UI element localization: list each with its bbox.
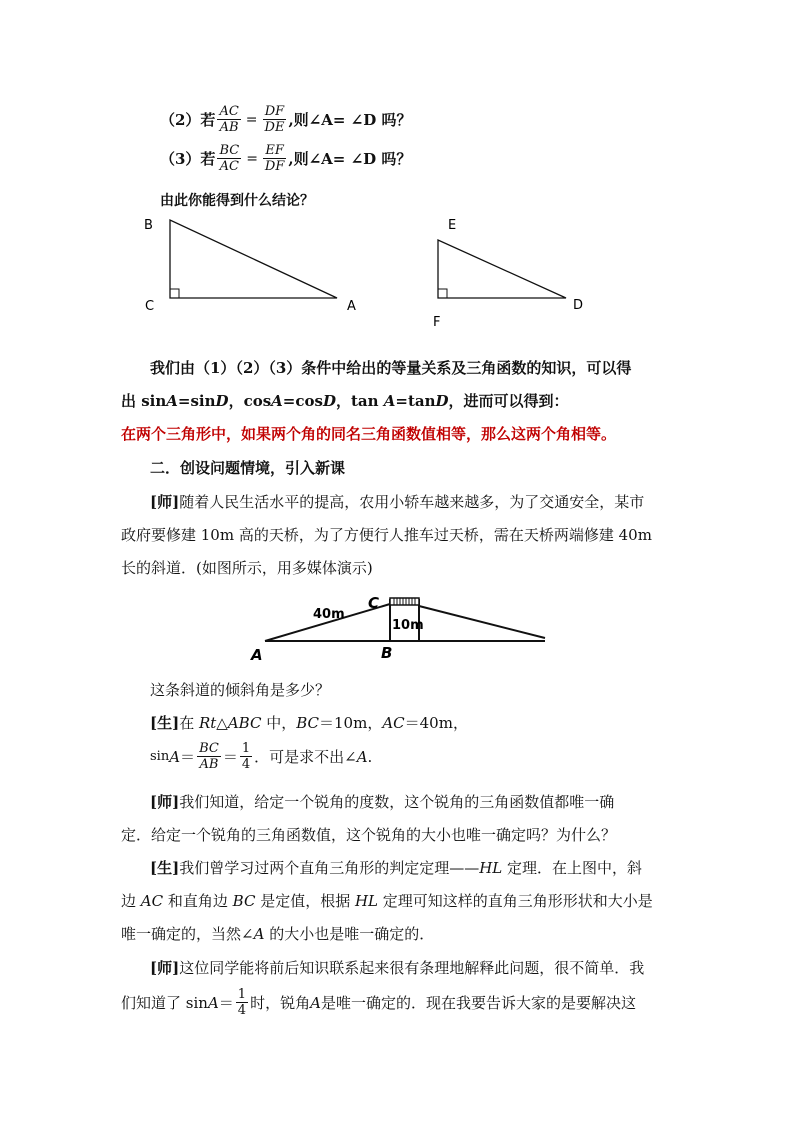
text: 定理可知这样的直角三角形形状和大小是 [378, 892, 653, 910]
speaker-tag: [师] [150, 959, 180, 977]
numerator: BC [219, 143, 240, 158]
ramp-right [419, 606, 545, 638]
var-d: D [322, 392, 336, 410]
denominator: 4 [237, 1003, 247, 1018]
equals-sign: = [245, 111, 258, 128]
text: 和直角边 [163, 892, 233, 910]
text: 是唯一确定的．现在我要告诉大家的是要解决这 [320, 994, 636, 1012]
fraction-bc-ac [217, 143, 241, 174]
question-3-suffix: ,则∠A= ∠D 吗？ [288, 150, 412, 168]
sin-text: sin [150, 749, 170, 764]
student-1-line [150, 712, 468, 733]
equals-sign: = [246, 150, 258, 167]
var-a: A [169, 747, 181, 766]
speaker-tag: [生] [150, 714, 180, 732]
fraction-ef-df [263, 143, 286, 174]
text: 唯一确定的，当然∠ [121, 925, 254, 943]
denominator: DF [264, 159, 285, 174]
var-bc: BC [296, 714, 320, 732]
student-2-line-3 [121, 923, 434, 944]
var-hl: HL [354, 892, 379, 910]
text: 随着人民生活水平的提高，农用小轿车越来越多，为了交通安全，某市 [179, 493, 645, 511]
var-ac: AC [140, 892, 164, 910]
equals-sign: ＝ [222, 748, 238, 766]
text: ＝40m， [404, 714, 468, 732]
text: 在 [179, 714, 199, 732]
denominator: AC [219, 159, 239, 174]
label-40m: 40m [313, 607, 345, 622]
fraction-one-quarter [236, 987, 248, 1018]
numerator: AC [219, 104, 239, 119]
paragraph-1-line-1: 我们由（1）（2）（3）条件中给出的等量关系及三角函数的知识，可以得 [150, 359, 632, 377]
point-b: B [381, 644, 393, 662]
student-2-line-2 [121, 890, 653, 911]
denominator: DE [264, 120, 285, 135]
var-ac: AC [382, 714, 405, 732]
text: =tan [395, 392, 436, 410]
teacher-2-line-1 [150, 791, 614, 812]
question-2-prefix: （2）若 [160, 111, 216, 129]
teacher-2-line-2: 定．给定一个锐角的三角函数值，这个锐角的大小也唯一确定吗？为什么？ [121, 826, 617, 844]
right-angle-mark-c [170, 289, 179, 298]
var-d: D [215, 392, 229, 410]
text: 时，锐角 [250, 994, 311, 1012]
section-heading: 二．创设问题情境，引入新课 [150, 459, 346, 477]
text: =sin [177, 392, 216, 410]
numerator: DF [264, 104, 285, 119]
var-hl: HL [479, 859, 503, 877]
text: 我们知道，给定一个锐角的度数，这个锐角的三角函数值都唯一确 [179, 793, 615, 811]
sin-equation-line [150, 741, 372, 772]
var-a: A [271, 392, 283, 410]
denominator: AB [199, 757, 219, 772]
text: 这位同学能将前后知识联系起来很有条理地解释此问题，很不简单．我 [179, 959, 645, 977]
fraction-ac-ab [217, 104, 240, 135]
var-a: A [310, 993, 321, 1012]
text: 边 [121, 892, 141, 910]
vertex-label-f: F [433, 315, 441, 330]
var-a: A [383, 392, 396, 410]
text: 定理．在上图中，斜 [502, 859, 643, 877]
question-2-suffix: ,则∠A= ∠D 吗？ [288, 111, 412, 129]
equals-sign: ＝ [180, 748, 196, 766]
numerator: BC [199, 741, 219, 756]
angle-question: 这条斜道的倾斜角是多少？ [150, 681, 331, 699]
text: ，cos [228, 392, 272, 410]
var-a: A [207, 993, 219, 1012]
fraction-bc-ab [197, 741, 221, 772]
speaker-tag: [师] [150, 793, 180, 811]
speaker-tag: [生] [150, 859, 180, 877]
point-c: C [368, 594, 380, 612]
text: ＝10m， [319, 714, 383, 732]
conclusion-statement: 在两个三角形中，如果两个角的同名三角函数值相等，那么这两个角相等。 [121, 425, 617, 443]
denominator: AB [219, 120, 239, 135]
var-d: D [435, 392, 449, 410]
numerator: 1 [241, 741, 251, 756]
teacher-3-line-1 [150, 957, 644, 978]
numerator: 1 [237, 987, 247, 1002]
text: ，进而可以得到： [448, 392, 569, 410]
denominator: 4 [241, 757, 251, 772]
text: . [367, 747, 373, 766]
var-a: A [253, 925, 265, 943]
text: 出 sin [121, 392, 167, 410]
question-3-prefix: （3）若 [160, 150, 216, 168]
var-a: A [166, 392, 178, 410]
speaker-tag: [师] [150, 493, 180, 511]
teacher-1-line-2: 政府要修建 10m 高的天桥，为了方便行人推车过天桥，需在天桥两端修建 40m [121, 526, 652, 544]
triangle-abc [170, 220, 337, 298]
question-2 [160, 104, 411, 135]
triangle-ref: Rt△ABC [198, 714, 262, 732]
text: 的大小也是唯一确定的． [264, 925, 435, 943]
text: 是定值，根据 [255, 892, 355, 910]
var-a: A [356, 747, 368, 766]
vertex-label-d: D [573, 298, 584, 313]
paragraph-1-line-2 [121, 391, 569, 411]
vertex-label-b: B [144, 218, 153, 233]
numerator: EF [265, 143, 284, 158]
text: 中， [261, 714, 297, 732]
question-3 [160, 143, 411, 174]
teacher-3-line-2 [121, 987, 636, 1018]
equals-sign: ＝ [218, 994, 234, 1012]
conclusion-question: 由此你能得到什么结论？ [160, 193, 314, 209]
right-angle-mark-f [438, 289, 447, 298]
text: ．可是求不出∠ [254, 748, 357, 766]
text: 们知道了 sin [121, 994, 208, 1012]
bridge-figure [245, 588, 555, 666]
text: 我们曾学习过两个直角三角形的判定定理—— [179, 859, 480, 877]
point-a: A [251, 646, 263, 664]
triangle-def [438, 240, 566, 298]
triangles-figure [130, 210, 600, 335]
student-2-line-1 [150, 857, 642, 878]
vertex-label-a: A [347, 299, 356, 314]
text: =cos [282, 392, 323, 410]
text: ，tan [335, 392, 384, 410]
teacher-1-line-1 [150, 491, 644, 512]
var-bc: BC [232, 892, 256, 910]
fraction-df-de [263, 104, 287, 135]
fraction-one-quarter [240, 741, 252, 772]
vertex-label-c: C [145, 299, 155, 314]
vertex-label-e: E [448, 218, 457, 233]
teacher-1-line-3: 长的斜道．(如图所示，用多媒体演示) [121, 559, 373, 577]
label-10m: 10m [392, 618, 424, 633]
